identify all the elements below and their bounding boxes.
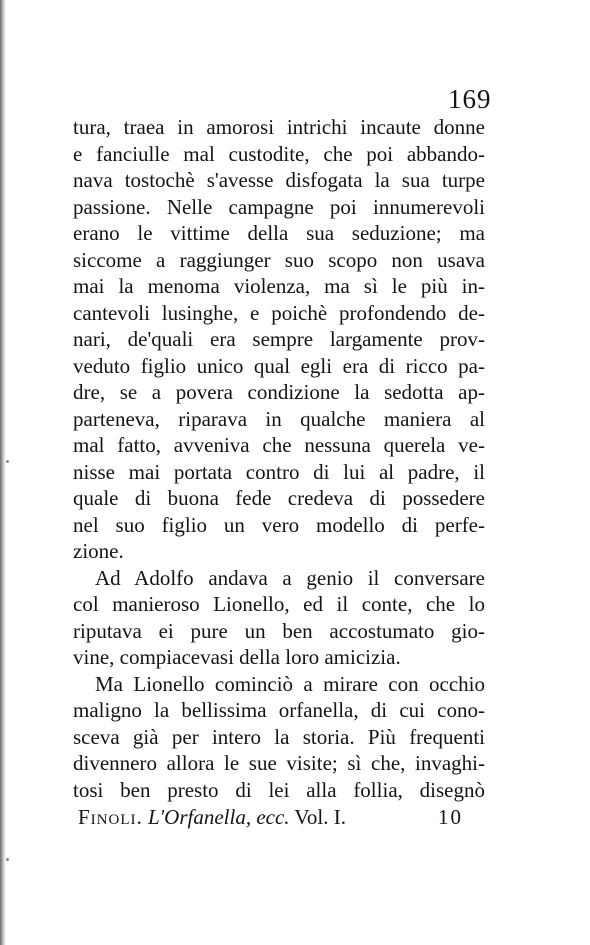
text-line: riputava ei pure un ben accostumato gio-	[73, 618, 485, 643]
text-line: col manieroso Lionello, ed il conte, che lo	[73, 592, 485, 616]
text-line: divennero allora le sue visite; sì che, invaghi-	[73, 751, 485, 775]
text-line: erano le vittime della sua seduzione; ma	[73, 221, 485, 245]
paper-speck	[6, 858, 9, 861]
text-line: maligno la bellissima orfanella, di cui cono-	[73, 698, 485, 722]
text-line: Ad Adolfo andava a genio il conversare	[95, 565, 485, 590]
text-line: dre, se a povera condizione la sedotta ap-	[73, 380, 485, 404]
text-line: zione.	[73, 539, 124, 563]
paper-speck	[6, 460, 9, 463]
footer-volume: Vol. I.	[294, 805, 346, 829]
footer-title: L'Orfanella, ecc.	[148, 805, 290, 829]
page-body	[73, 114, 485, 803]
text-line: siccome a raggiunger suo scopo non usava	[73, 247, 485, 272]
text-line: tosi ben presto di lei alla follia, disegnò	[73, 777, 485, 802]
text-line: Ma Lionello cominciò a mirare con occhio	[95, 671, 485, 696]
text-line: parteneva, riparava in qualche maniera al	[73, 406, 485, 431]
text-line: nel suo figlio un vero modello di perfe-	[73, 512, 485, 537]
text-line: cantevoli lusinghe, e poichè profondendo de-	[73, 300, 485, 325]
signature-mark: 10	[438, 805, 463, 829]
page-footer	[78, 805, 463, 830]
footer-author: Finoli.	[78, 805, 143, 829]
text-line: nava tostochè s'avesse disfogata la sua turpe	[73, 168, 485, 192]
text-line: nisse mai portata contro di lui al padre, il	[73, 459, 485, 484]
text-line: nari, de'quali era sempre largamente prov-	[73, 327, 485, 351]
text-line: mai la menoma violenza, ma sì le più in-	[73, 274, 485, 298]
book-spine-edge	[0, 0, 6, 945]
text-line: quale di buona fede credeva di possedere	[73, 486, 485, 510]
text-line: vine, compiacevasi della loro amicizia.	[73, 645, 401, 669]
text-line: veduto figlio unico qual egli era di ricco pa-	[73, 353, 485, 378]
text-line: mal fatto, avveniva che nessuna querela ve-	[73, 433, 485, 457]
text-line: sceva già per intero la storia. Più frequenti	[73, 724, 485, 749]
text-line: tura, traea in amorosi intrichi incaute donne	[73, 115, 485, 139]
text-line: e fanciulle mal custodite, che poi abbando-	[73, 141, 485, 166]
page-number: 169	[448, 84, 492, 114]
text-line: passione. Nelle campagne poi innumerevoli	[73, 194, 485, 219]
